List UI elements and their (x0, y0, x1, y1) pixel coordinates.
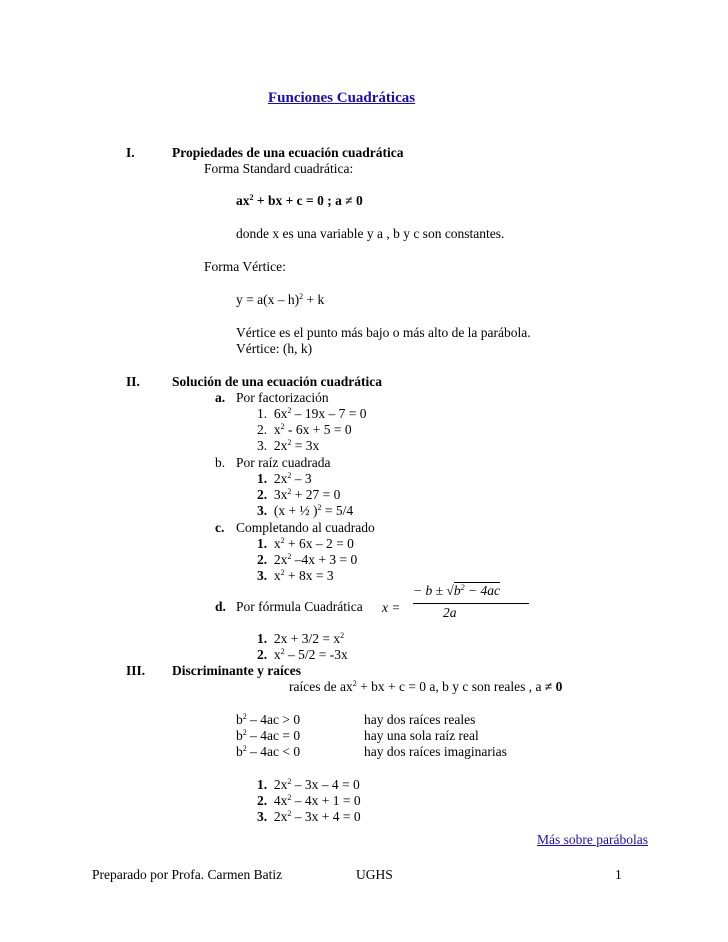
exercise-c3: 3. $x^2 + 8x = 3$ (257, 568, 334, 583)
discriminant-result-2: hay una sola raíz real (364, 728, 479, 743)
method-c-marker: c. (215, 520, 225, 535)
section-3-heading: Discriminante y raíces (172, 663, 301, 678)
exercise-b2: 2. $3x^2 + 27 = 0$ (257, 487, 341, 502)
discriminant-condition-2: $b^2 - 4ac = 0$ (236, 728, 301, 743)
discriminant-result-1: hay dos raíces reales (364, 712, 476, 727)
formula-denominator: 2a (443, 605, 457, 620)
exercise-d1: 1. $2x + 3/2 = x^2$ (257, 631, 345, 646)
formula-numerator: − $b \pm √b^2 - 4ac$ (413, 583, 500, 598)
standard-form-equation: $ax^2$ + bx + c = 0 ; a ≠ 0 (236, 193, 363, 208)
discriminant-result-3: hay dos raíces imaginarias (364, 744, 507, 759)
quadratic-formula (413, 583, 531, 625)
discriminant-condition-3: $b^2 - 4ac < 0$ (236, 744, 301, 759)
method-b-marker: b. (215, 455, 226, 470)
method-a-label: Por factorización (236, 390, 329, 405)
more-about-parabolas-link[interactable]: Más sobre parábolas (537, 832, 648, 847)
exercise-b1: 1. $2x^2 - 3$ (257, 471, 312, 486)
vertex-coordinates: Vértice: (h, k) (236, 341, 313, 356)
method-a-marker: a. (215, 390, 226, 405)
page-title[interactable]: Funciones Cuadráticas (268, 90, 416, 106)
footer-school: UGHS (356, 867, 393, 882)
vertex-form-label: Forma Vértice: (204, 259, 286, 274)
exercise-a3: 3. $2x^2 = 3x$ (257, 438, 320, 453)
method-d-marker: d. (215, 599, 226, 614)
fraction-bar (413, 603, 529, 604)
exercise-a1: 1. $6x^2 - 19x - 7 = 0$ (257, 406, 367, 421)
exercise-e3: 3. $2x^2 - 3x + 4 = 0$ (257, 809, 361, 824)
sqrt-symbol: √ (446, 583, 454, 598)
standard-form-label: Forma Standard cuadrática: (204, 161, 354, 176)
exercise-c2: 2. $2x^2$ –4x + 3 = 0 (257, 552, 358, 567)
section-1-heading: Propiedades de una ecuación cuadrática (172, 145, 404, 160)
exercise-d2: 2. $x^2 - 5/2 = -3x$ (257, 647, 348, 662)
discriminant-condition-1: $b^2 - 4ac > 0$ (236, 712, 301, 727)
formula-lhs: x = (382, 600, 401, 615)
exercise-b3: 3. (x + ½ )$^2$ = 5/4 (257, 503, 354, 518)
section-1-numeral: I. (126, 145, 135, 160)
section-2-numeral: II. (126, 374, 140, 389)
method-d-label: Por fórmula Cuadrática (236, 599, 363, 614)
section-2-heading: Solución de una ecuación cuadrática (172, 374, 383, 389)
footer-author: Preparado por Profa. Carmen Batiz (92, 867, 283, 882)
method-c-label: Completando al cuadrado (236, 520, 375, 535)
vertex-form-equation: y = a(x – h)$^2$ + k (236, 292, 325, 307)
method-b-label: Por raíz cuadrada (236, 455, 331, 470)
section-3-numeral: III. (126, 663, 146, 678)
discriminant-intro: raíces de $ax^2$ + bx + c = 0 a, b y c son reales , a ≠ 0 (289, 679, 563, 694)
exercise-e1: 1. $2x^2 - 3x - 4 = 0$ (257, 777, 360, 792)
vertex-description: Vértice es el punto más bajo o más alto de la parábola. (236, 325, 531, 340)
exercise-e2: 2. $4x^2 - 4x + 1 = 0$ (257, 793, 361, 808)
standard-form-description: donde x es una variable y a , b y c son constantes. (236, 226, 505, 241)
footer-page-number: 1 (615, 867, 622, 882)
exercise-c1: 1. $x^2 + 6x - 2 = 0$ (257, 536, 354, 551)
exercise-a2: 2. $x^2 - 6x + 5 = 0$ (257, 422, 352, 437)
